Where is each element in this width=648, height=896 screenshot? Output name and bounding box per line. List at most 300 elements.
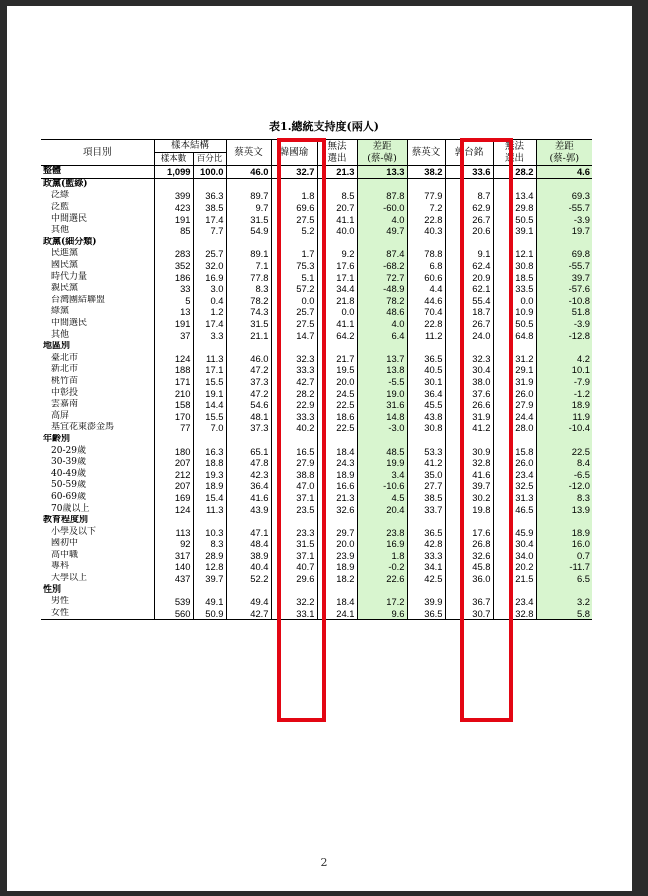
cell-undecided-1: 22.5	[317, 399, 357, 411]
cell-tsai-1: 42.3	[226, 468, 271, 480]
cell-sample-count	[154, 515, 193, 527]
cell-diff-tsai-gou: 18.9	[536, 526, 592, 538]
cell-tsai-1	[226, 434, 271, 446]
cell-tsai-1: 78.2	[226, 295, 271, 307]
cell-percent	[193, 341, 226, 353]
cell-percent	[193, 237, 226, 249]
cell-undecided-2: 28.0	[493, 422, 536, 434]
cell-diff-tsai-gou: -7.9	[536, 376, 592, 388]
cell-percent: 19.1	[193, 387, 226, 399]
cell-percent: 19.3	[193, 468, 226, 480]
cell-sample-count: 191	[154, 318, 193, 330]
cell-han: 16.5	[271, 445, 317, 457]
row-label: 新北市	[51, 364, 79, 375]
cell-undecided-2: 50.5	[493, 213, 536, 225]
cell-gou: 37.6	[445, 387, 493, 399]
cell-diff-tsai-han: 13.7	[357, 353, 407, 365]
cell-tsai-1: 47.8	[226, 457, 271, 469]
cell-sample-count: 560	[154, 608, 193, 620]
row-label: 性別	[43, 584, 62, 595]
cell-tsai-2: 36.5	[407, 353, 445, 365]
cell-diff-tsai-han: 19.9	[357, 457, 407, 469]
row-label: 地區別	[43, 341, 71, 352]
cell-tsai-1: 38.9	[226, 550, 271, 562]
cell-han: 1.7	[271, 248, 317, 260]
cell-diff-tsai-han	[357, 178, 407, 190]
cell-diff-tsai-gou	[536, 584, 592, 596]
row-label: 高中職	[51, 549, 79, 560]
cell-diff-tsai-gou: 22.5	[536, 445, 592, 457]
cell-tsai-1: 21.1	[226, 329, 271, 341]
row-label: 台灣團結聯盟	[51, 294, 106, 305]
cell-percent: 100.0	[193, 166, 226, 179]
cell-percent: 17.1	[193, 364, 226, 376]
cell-diff-tsai-han: 48.5	[357, 445, 407, 457]
cell-gou: 32.8	[445, 457, 493, 469]
cell-han: 37.1	[271, 492, 317, 504]
cell-diff-tsai-han: 4.5	[357, 492, 407, 504]
cell-diff-tsai-gou: 69.3	[536, 190, 592, 202]
cell-diff-tsai-gou	[536, 237, 592, 249]
cell-diff-tsai-han: -0.2	[357, 561, 407, 573]
cell-undecided-1: 16.6	[317, 480, 357, 492]
row-label: 40-49歲	[51, 468, 86, 479]
cell-tsai-1: 46.0	[226, 353, 271, 365]
cell-undecided-1: 41.1	[317, 318, 357, 330]
header-undecided-1: 無法 選出	[317, 140, 357, 166]
row-label: 桃竹苗	[51, 375, 79, 386]
cell-gou: 41.2	[445, 422, 493, 434]
cell-sample-count: 77	[154, 422, 193, 434]
cell-diff-tsai-han: -5.5	[357, 376, 407, 388]
cell-tsai-1	[226, 584, 271, 596]
cell-tsai-2: 36.4	[407, 387, 445, 399]
cell-tsai-2: 41.2	[407, 457, 445, 469]
cell-han: 33.3	[271, 410, 317, 422]
cell-diff-tsai-gou: 51.8	[536, 306, 592, 318]
cell-gou: 17.6	[445, 526, 493, 538]
cell-sample-count: 33	[154, 283, 193, 295]
cell-undecided-2: 23.4	[493, 596, 536, 608]
cell-undecided-1: 24.5	[317, 387, 357, 399]
cell-gou: 55.4	[445, 295, 493, 307]
table-title: 表1.總統支持度(兩人)	[269, 120, 379, 133]
row-label: 50-59歲	[51, 480, 86, 491]
cell-gou: 31.9	[445, 410, 493, 422]
cell-sample-count: 169	[154, 492, 193, 504]
cell-diff-tsai-gou: -6.5	[536, 468, 592, 480]
cell-percent: 0.4	[193, 295, 226, 307]
cell-percent: 49.1	[193, 596, 226, 608]
row-label: 雲嘉南	[51, 399, 79, 410]
cell-diff-tsai-gou: 4.2	[536, 353, 592, 365]
cell-sample-count: 85	[154, 225, 193, 237]
cell-tsai-2: 34.1	[407, 561, 445, 573]
row-label: 基宜花東澎金馬	[51, 422, 115, 433]
cell-tsai-1: 77.8	[226, 271, 271, 283]
row-label: 國初中	[51, 538, 79, 549]
cell-diff-tsai-han	[357, 584, 407, 596]
cell-diff-tsai-gou: 39.7	[536, 271, 592, 283]
cell-sample-count: 207	[154, 480, 193, 492]
cell-sample-count: 352	[154, 260, 193, 272]
cell-gou: 19.8	[445, 503, 493, 515]
cell-han: 37.1	[271, 550, 317, 562]
cell-diff-tsai-gou: -12.8	[536, 329, 592, 341]
cell-han: 31.5	[271, 538, 317, 550]
cell-percent: 14.4	[193, 399, 226, 411]
cell-sample-count: 212	[154, 468, 193, 480]
cell-tsai-1: 89.7	[226, 190, 271, 202]
cell-tsai-1: 43.9	[226, 503, 271, 515]
gou-column-highlight	[460, 138, 513, 722]
cell-tsai-2: 30.1	[407, 376, 445, 388]
row-label: 專科	[51, 561, 70, 572]
cell-undecided-1: 24.1	[317, 608, 357, 620]
han-column-highlight	[277, 138, 326, 722]
cell-percent: 50.9	[193, 608, 226, 620]
cell-sample-count: 180	[154, 445, 193, 457]
cell-diff-tsai-gou: -55.7	[536, 260, 592, 272]
cell-tsai-2: 36.5	[407, 526, 445, 538]
cell-tsai-2: 45.5	[407, 399, 445, 411]
cell-diff-tsai-han	[357, 515, 407, 527]
cell-undecided-2: 24.4	[493, 410, 536, 422]
cell-tsai-2: 22.8	[407, 318, 445, 330]
cell-diff-tsai-han: 23.8	[357, 526, 407, 538]
cell-diff-tsai-han: -10.6	[357, 480, 407, 492]
cell-percent: 15.5	[193, 410, 226, 422]
cell-han: 28.2	[271, 387, 317, 399]
cell-tsai-1: 42.7	[226, 608, 271, 620]
cell-undecided-2: 0.0	[493, 295, 536, 307]
cell-undecided-1: 21.7	[317, 353, 357, 365]
cell-tsai-2	[407, 237, 445, 249]
cell-undecided-2: 32.8	[493, 608, 536, 620]
cell-undecided-2: 46.5	[493, 503, 536, 515]
cell-diff-tsai-han: -3.0	[357, 422, 407, 434]
cell-sample-count: 423	[154, 202, 193, 214]
cell-tsai-1: 7.1	[226, 260, 271, 272]
cell-diff-tsai-gou: 8.4	[536, 457, 592, 469]
cell-undecided-1: 24.3	[317, 457, 357, 469]
row-label: 中彰投	[51, 387, 79, 398]
header-han: 韓國瑜	[271, 140, 317, 166]
cell-diff-tsai-han: 13.3	[357, 166, 407, 179]
cell-undecided-1: 18.4	[317, 596, 357, 608]
cell-han: 5.2	[271, 225, 317, 237]
cell-tsai-2: 39.9	[407, 596, 445, 608]
cell-tsai-2: 7.2	[407, 202, 445, 214]
cell-diff-tsai-gou: -55.7	[536, 202, 592, 214]
row-label: 大學以上	[51, 573, 88, 584]
cell-undecided-1: 20.7	[317, 202, 357, 214]
cell-undecided-2: 10.9	[493, 306, 536, 318]
cell-diff-tsai-han: 1.8	[357, 550, 407, 562]
cell-han: 75.3	[271, 260, 317, 272]
cell-tsai-2: 42.5	[407, 573, 445, 585]
cell-percent	[193, 178, 226, 190]
cell-undecided-1: 29.7	[317, 526, 357, 538]
cell-diff-tsai-han: 3.4	[357, 468, 407, 480]
cell-tsai-1: 47.2	[226, 364, 271, 376]
cell-diff-tsai-han	[357, 237, 407, 249]
cell-gou: 33.6	[445, 166, 493, 179]
cell-diff-tsai-gou	[536, 515, 592, 527]
cell-sample-count: 399	[154, 190, 193, 202]
header-item: 項目別	[41, 140, 154, 166]
cell-diff-tsai-gou: 16.0	[536, 538, 592, 550]
cell-diff-tsai-gou: 19.7	[536, 225, 592, 237]
cell-diff-tsai-han: 4.0	[357, 318, 407, 330]
cell-percent: 36.3	[193, 190, 226, 202]
cell-diff-tsai-gou: 18.9	[536, 399, 592, 411]
cell-tsai-2: 43.8	[407, 410, 445, 422]
cell-tsai-2	[407, 515, 445, 527]
cell-diff-tsai-gou: -10.8	[536, 295, 592, 307]
cell-tsai-1: 52.2	[226, 573, 271, 585]
cell-tsai-2: 38.2	[407, 166, 445, 179]
cell-han: 47.0	[271, 480, 317, 492]
cell-tsai-1: 48.4	[226, 538, 271, 550]
cell-percent: 12.8	[193, 561, 226, 573]
cell-undecided-2: 28.2	[493, 166, 536, 179]
cell-diff-tsai-han: 9.6	[357, 608, 407, 620]
cell-sample-count: 191	[154, 213, 193, 225]
row-label: 30-39歲	[51, 457, 86, 468]
cell-undecided-2: 45.9	[493, 526, 536, 538]
row-label: 20-29歲	[51, 445, 86, 456]
cell-han: 27.9	[271, 457, 317, 469]
cell-han: 27.5	[271, 318, 317, 330]
cell-undecided-1: 64.2	[317, 329, 357, 341]
cell-tsai-1: 49.4	[226, 596, 271, 608]
cell-gou: 36.0	[445, 573, 493, 585]
cell-tsai-2: 33.7	[407, 503, 445, 515]
cell-sample-count: 171	[154, 376, 193, 388]
cell-han: 5.1	[271, 271, 317, 283]
cell-undecided-2: 50.5	[493, 318, 536, 330]
cell-han: 23.3	[271, 526, 317, 538]
cell-han: 32.7	[271, 166, 317, 179]
cell-diff-tsai-han: 16.9	[357, 538, 407, 550]
cell-tsai-1: 48.1	[226, 410, 271, 422]
cell-diff-tsai-han: 87.8	[357, 190, 407, 202]
cell-diff-tsai-han: 13.8	[357, 364, 407, 376]
cell-diff-tsai-gou: 10.1	[536, 364, 592, 376]
cell-han: 1.8	[271, 190, 317, 202]
cell-tsai-1: 41.6	[226, 492, 271, 504]
cell-diff-tsai-gou: 69.8	[536, 248, 592, 260]
cell-sample-count: 170	[154, 410, 193, 422]
cell-han: 38.8	[271, 468, 317, 480]
cell-han: 40.7	[271, 561, 317, 573]
cell-undecided-1: 40.0	[317, 225, 357, 237]
cell-sample-count: 437	[154, 573, 193, 585]
row-label: 60-69歲	[51, 491, 86, 502]
header-sample-group: 樣本結構	[154, 140, 226, 153]
cell-han: 23.5	[271, 503, 317, 515]
cell-percent: 11.3	[193, 353, 226, 365]
cell-undecided-2: 29.8	[493, 202, 536, 214]
cell-sample-count	[154, 237, 193, 249]
cell-undecided-1: 18.2	[317, 573, 357, 585]
cell-sample-count	[154, 434, 193, 446]
cell-tsai-2: 35.0	[407, 468, 445, 480]
cell-tsai-1: 9.7	[226, 202, 271, 214]
cell-tsai-2: 6.8	[407, 260, 445, 272]
cell-diff-tsai-gou	[536, 178, 592, 190]
cell-sample-count: 210	[154, 387, 193, 399]
cell-diff-tsai-gou: -10.4	[536, 422, 592, 434]
cell-tsai-2: 70.4	[407, 306, 445, 318]
row-label: 女性	[41, 608, 154, 620]
cell-percent: 39.7	[193, 573, 226, 585]
cell-gou: 62.4	[445, 260, 493, 272]
cell-sample-count: 1,099	[154, 166, 193, 179]
cell-tsai-1: 46.0	[226, 166, 271, 179]
cell-tsai-2: 60.6	[407, 271, 445, 283]
header-diff-tsai-gou: 差距 (蔡-郭)	[536, 140, 592, 166]
row-label: 親民黨	[51, 283, 79, 294]
cell-undecided-1: 32.6	[317, 503, 357, 515]
cell-tsai-1: 37.3	[226, 376, 271, 388]
cell-gou: 30.2	[445, 492, 493, 504]
cell-undecided-2: 12.1	[493, 248, 536, 260]
cell-percent: 1.2	[193, 306, 226, 318]
cell-diff-tsai-han: 87.4	[357, 248, 407, 260]
row-label: 中間選民	[51, 318, 88, 329]
cell-percent: 25.7	[193, 248, 226, 260]
cell-undecided-1: 21.3	[317, 166, 357, 179]
cell-undecided-2: 31.9	[493, 376, 536, 388]
cell-tsai-2: 11.2	[407, 329, 445, 341]
cell-undecided-2: 26.0	[493, 387, 536, 399]
cell-diff-tsai-han: 78.2	[357, 295, 407, 307]
cell-diff-tsai-gou: 0.7	[536, 550, 592, 562]
cell-sample-count: 207	[154, 457, 193, 469]
cell-gou: 30.7	[445, 608, 493, 620]
cell-sample-count: 317	[154, 550, 193, 562]
cell-tsai-2	[407, 341, 445, 353]
page-number: 2	[320, 856, 328, 869]
cell-gou: 20.9	[445, 271, 493, 283]
cell-undecided-1: 18.4	[317, 445, 357, 457]
cell-percent: 15.4	[193, 492, 226, 504]
cell-tsai-1: 8.3	[226, 283, 271, 295]
cell-diff-tsai-gou: -3.9	[536, 318, 592, 330]
cell-gou: 30.4	[445, 364, 493, 376]
cell-sample-count: 124	[154, 353, 193, 365]
cell-gou: 26.6	[445, 399, 493, 411]
cell-gou: 41.6	[445, 468, 493, 480]
cell-tsai-2	[407, 178, 445, 190]
cell-gou: 32.6	[445, 550, 493, 562]
cell-percent: 18.8	[193, 457, 226, 469]
cell-diff-tsai-gou: -57.6	[536, 283, 592, 295]
cell-han: 42.7	[271, 376, 317, 388]
row-label: 男性	[51, 596, 70, 607]
cell-undecided-2: 34.0	[493, 550, 536, 562]
cell-gou: 30.9	[445, 445, 493, 457]
cell-han: 27.5	[271, 213, 317, 225]
cell-gou: 26.7	[445, 318, 493, 330]
cell-gou: 62.1	[445, 283, 493, 295]
cell-han: 57.2	[271, 283, 317, 295]
cell-tsai-2: 33.3	[407, 550, 445, 562]
row-label: 年齡別	[43, 433, 71, 444]
cell-tsai-1	[226, 341, 271, 353]
cell-diff-tsai-gou: 13.9	[536, 503, 592, 515]
row-label: 中間選民	[51, 213, 88, 224]
row-label: 小學及以下	[51, 526, 97, 537]
cell-diff-tsai-han: 31.6	[357, 399, 407, 411]
cell-undecided-2: 18.5	[493, 271, 536, 283]
cell-tsai-2: 40.5	[407, 364, 445, 376]
cell-undecided-2: 32.5	[493, 480, 536, 492]
cell-tsai-2: 44.6	[407, 295, 445, 307]
cell-percent: 38.5	[193, 202, 226, 214]
cell-tsai-1: 54.6	[226, 399, 271, 411]
cell-undecided-2: 21.5	[493, 573, 536, 585]
cell-undecided-1: 23.9	[317, 550, 357, 562]
cell-sample-count: 140	[154, 561, 193, 573]
cell-gou: 24.0	[445, 329, 493, 341]
cell-undecided-1: 18.9	[317, 561, 357, 573]
cell-undecided-2: 13.4	[493, 190, 536, 202]
cell-diff-tsai-han: 72.7	[357, 271, 407, 283]
cell-diff-tsai-han: 4.0	[357, 213, 407, 225]
cell-diff-tsai-han: 19.0	[357, 387, 407, 399]
cell-tsai-1: 37.3	[226, 422, 271, 434]
row-label: 時代力量	[51, 271, 88, 282]
cell-tsai-2: 4.4	[407, 283, 445, 295]
cell-undecided-2: 31.3	[493, 492, 536, 504]
cell-diff-tsai-han	[357, 341, 407, 353]
cell-tsai-1: 36.4	[226, 480, 271, 492]
cell-diff-tsai-han: 14.8	[357, 410, 407, 422]
cell-undecided-1: 41.1	[317, 213, 357, 225]
cell-tsai-2: 78.8	[407, 248, 445, 260]
cell-tsai-1	[226, 515, 271, 527]
cell-undecided-2: 30.4	[493, 538, 536, 550]
cell-diff-tsai-gou	[536, 434, 592, 446]
cell-tsai-2: 42.8	[407, 538, 445, 550]
cell-undecided-2: 29.1	[493, 364, 536, 376]
row-label: 其他	[51, 225, 70, 236]
cell-sample-count: 113	[154, 526, 193, 538]
cell-tsai-1: 31.5	[226, 213, 271, 225]
cell-han: 33.3	[271, 364, 317, 376]
row-label: 70歲以上	[51, 503, 90, 514]
cell-percent	[193, 434, 226, 446]
cell-percent: 15.5	[193, 376, 226, 388]
header-tsai-1: 蔡英文	[226, 140, 271, 166]
cell-diff-tsai-gou: -1.2	[536, 387, 592, 399]
cell-han: 33.1	[271, 608, 317, 620]
cell-percent: 7.7	[193, 225, 226, 237]
cell-tsai-2	[407, 434, 445, 446]
cell-tsai-1: 65.1	[226, 445, 271, 457]
cell-gou: 36.7	[445, 596, 493, 608]
cell-tsai-2: 38.5	[407, 492, 445, 504]
cell-undecided-2: 27.9	[493, 399, 536, 411]
cell-gou: 8.7	[445, 190, 493, 202]
cell-tsai-1: 40.4	[226, 561, 271, 573]
cell-gou: 20.6	[445, 225, 493, 237]
cell-percent: 18.9	[193, 480, 226, 492]
cell-percent: 16.9	[193, 271, 226, 283]
